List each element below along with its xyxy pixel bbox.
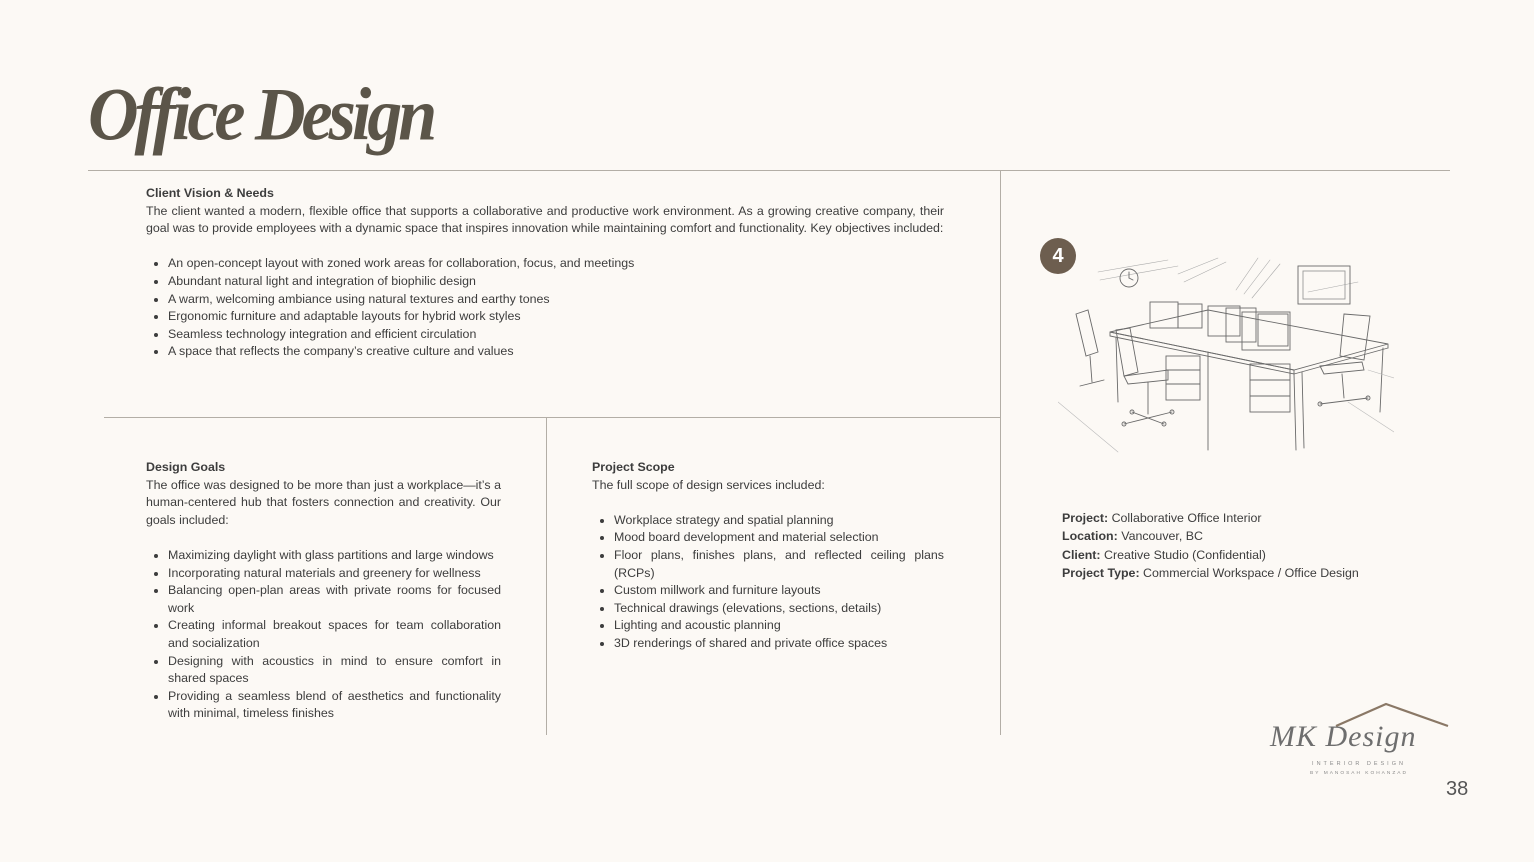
list-item: • Technical drawings (elevations, sections, details) (614, 600, 944, 618)
type-info-row (1062, 564, 1359, 582)
list-item: • Lighting and acoustic planning (614, 617, 944, 635)
drawer-unit (1166, 356, 1200, 400)
divider-vertical-right (1000, 171, 1001, 735)
divider-vertical-middle (546, 418, 547, 735)
page-number: 38 (1446, 778, 1469, 800)
project-scope-list (592, 512, 944, 653)
mk-design-logo (1266, 700, 1452, 780)
list-item: • Seamless technology integration and efficient circulation (168, 326, 944, 344)
client-value: Creative Studio (Confidential) (1104, 547, 1266, 562)
list-item: • Workplace strategy and spatial planning (614, 512, 944, 530)
floor-lines (1058, 370, 1394, 452)
project-scope-intro: The full scope of design services included: (592, 477, 825, 492)
project-info (1062, 509, 1359, 583)
list-item: • A warm, welcoming ambiance using natural textures and earthy tones (168, 291, 944, 309)
project-scope-section (592, 459, 944, 653)
location-info-row (1062, 527, 1359, 545)
type-label: Project Type: (1062, 566, 1140, 581)
project-scope-heading: Project Scope (592, 460, 675, 474)
location-value: Vancouver, BC (1121, 529, 1203, 544)
list-item: • Mood board development and material selection (614, 529, 944, 547)
office-chairs (1076, 310, 1370, 426)
design-goals-section (146, 459, 501, 723)
list-item: • Incorporating natural materials and greenery for wellness (168, 565, 501, 583)
list-item: • An open-concept layout with zoned work areas for collaboration, focus, and meetings (168, 255, 944, 273)
list-item: • Designing with acoustics in mind to ensure comfort in shared spaces (168, 653, 501, 688)
list-item: • Creating informal breakout spaces for team collaboration and socialization (168, 617, 501, 652)
list-item: • A space that reflects the company’s creative culture and values (168, 343, 944, 361)
project-label: Project: (1062, 511, 1109, 525)
divider-top (88, 170, 1450, 171)
client-vision-heading: Client Vision & Needs (146, 186, 274, 200)
design-goals-heading: Design Goals (146, 460, 226, 474)
monitors (1150, 302, 1290, 350)
divider-middle (104, 417, 1000, 418)
svg-text:INTERIOR DESIGN: INTERIOR DESIGN (1312, 761, 1406, 767)
list-item: • 3D renderings of shared and private office spaces (614, 635, 944, 653)
office-sketch-illustration (1058, 252, 1394, 462)
project-value: Collaborative Office Interior (1111, 511, 1262, 525)
type-value: Commercial Workspace / Office Design (1143, 566, 1359, 581)
svg-text:BY MANOSAH KOHANZAD: BY MANOSAH KOHANZAD (1310, 771, 1408, 776)
svg-text:MK Design: MK Design (1270, 720, 1417, 753)
client-info-row (1062, 546, 1359, 564)
project-info-row (1062, 509, 1359, 527)
design-goals-intro: The office was designed to be more than just a workplace—it’s a human-centered hub that fosters connection and creativity. Our goals included: (146, 477, 501, 527)
list-item: • Abundant natural light and integration of biophilic design (168, 273, 944, 291)
list-item: • Maximizing daylight with glass partitions and large windows (168, 547, 501, 565)
client-vision-list (146, 255, 944, 361)
client-label: Client: (1062, 547, 1101, 562)
list-item: • Providing a seamless blend of aesthetics and functionality with minimal, timeless finishes (168, 688, 501, 723)
list-item: • Ergonomic furniture and adaptable layouts for hybrid work styles (168, 308, 944, 326)
location-label: Location: (1062, 529, 1118, 544)
wall-hatching (1098, 258, 1358, 298)
list-item: • Balancing open-plan areas with private rooms for focused work (168, 582, 501, 617)
step-number-badge: 4 (1040, 238, 1076, 274)
list-item: • Floor plans, finishes plans, and reflected ceiling plans (RCPs) (614, 547, 944, 582)
list-item: • Custom millwork and furniture layouts (614, 582, 944, 600)
page-title: Office Design (88, 73, 434, 157)
design-goals-list (146, 547, 501, 723)
client-vision-section (146, 185, 944, 361)
client-vision-intro: The client wanted a modern, flexible office that supports a collaborative and productive work environment. As a growing creative company, their goal was to provide employees with a dynamic space that inspires innovation while maintaining comfort and functionality. Key objectives included: (146, 203, 944, 236)
